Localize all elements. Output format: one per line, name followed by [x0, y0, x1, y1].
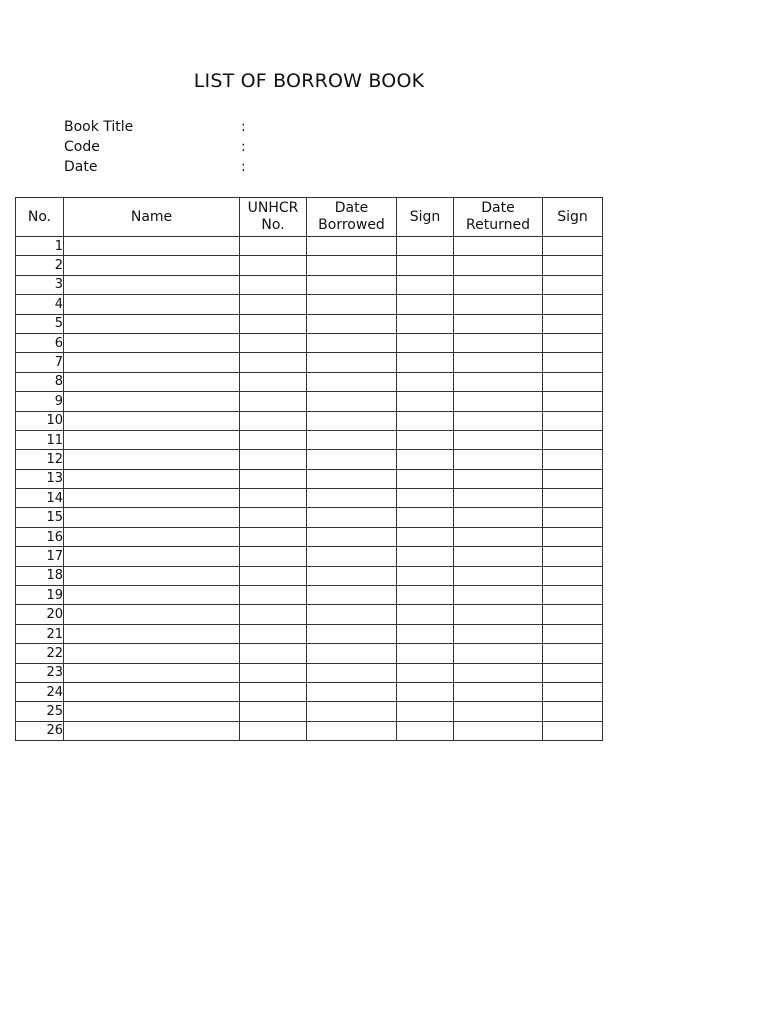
cell-sign-return[interactable]	[543, 450, 603, 469]
borrow-table	[15, 197, 603, 741]
cell-date-borrowed[interactable]	[307, 702, 397, 721]
cell-date-borrowed[interactable]	[307, 372, 397, 391]
cell-sign-return[interactable]	[543, 644, 603, 663]
cell-sign-return[interactable]	[543, 372, 603, 391]
table-row	[16, 430, 603, 449]
cell-date-returned[interactable]	[454, 702, 543, 721]
cell-unhcr-no[interactable]	[240, 295, 307, 314]
cell-no: 2	[16, 256, 64, 275]
cell-sign-return[interactable]	[543, 586, 603, 605]
cell-unhcr-no[interactable]	[240, 333, 307, 352]
cell-date-returned[interactable]	[454, 372, 543, 391]
cell-no: 19	[16, 586, 64, 605]
cell-no: 13	[16, 469, 64, 488]
cell-name[interactable]	[64, 624, 240, 643]
cell-unhcr-no[interactable]	[240, 547, 307, 566]
cell-date-returned[interactable]	[454, 624, 543, 643]
cell-date-borrowed[interactable]	[307, 333, 397, 352]
table-row	[16, 547, 603, 566]
table-row	[16, 275, 603, 294]
cell-date-returned[interactable]	[454, 430, 543, 449]
cell-sign-borrow[interactable]	[397, 682, 454, 701]
table-row	[16, 624, 603, 643]
cell-date-returned[interactable]	[454, 566, 543, 585]
table-row	[16, 527, 603, 546]
cell-date-borrowed[interactable]	[307, 469, 397, 488]
cell-sign-return[interactable]	[543, 275, 603, 294]
cell-unhcr-no[interactable]	[240, 489, 307, 508]
cell-sign-return[interactable]	[543, 353, 603, 372]
cell-date-borrowed[interactable]	[307, 508, 397, 527]
cell-unhcr-no[interactable]	[240, 682, 307, 701]
cell-name[interactable]	[64, 644, 240, 663]
cell-sign-return[interactable]	[543, 333, 603, 352]
cell-sign-borrow[interactable]	[397, 333, 454, 352]
cell-no: 12	[16, 450, 64, 469]
document-title: LIST OF BORROW BOOK	[193, 70, 425, 92]
cell-no: 3	[16, 275, 64, 294]
header-line: Date	[334, 200, 369, 216]
cell-sign-borrow[interactable]	[397, 430, 454, 449]
cell-sign-return[interactable]	[543, 314, 603, 333]
cell-date-returned[interactable]	[454, 411, 543, 430]
cell-name[interactable]	[64, 392, 240, 411]
cell-sign-borrow[interactable]	[397, 275, 454, 294]
cell-name[interactable]	[64, 411, 240, 430]
table-row	[16, 469, 603, 488]
table-row	[16, 586, 603, 605]
cell-sign-return[interactable]	[543, 430, 603, 449]
cell-date-returned[interactable]	[454, 275, 543, 294]
cell-no: 11	[16, 430, 64, 449]
cell-no: 6	[16, 333, 64, 352]
table-row	[16, 237, 603, 256]
cell-date-returned[interactable]	[454, 663, 543, 682]
cell-sign-return[interactable]	[543, 411, 603, 430]
cell-sign-borrow[interactable]	[397, 605, 454, 624]
cell-unhcr-no[interactable]	[240, 469, 307, 488]
cell-unhcr-no[interactable]	[240, 256, 307, 275]
cell-unhcr-no[interactable]	[240, 392, 307, 411]
cell-unhcr-no[interactable]	[240, 624, 307, 643]
cell-no: 16	[16, 527, 64, 546]
header-date-returned	[454, 198, 543, 237]
cell-date-returned[interactable]	[454, 721, 543, 740]
cell-date-returned[interactable]	[454, 527, 543, 546]
cell-date-borrowed[interactable]	[307, 392, 397, 411]
cell-date-returned[interactable]	[454, 644, 543, 663]
cell-unhcr-no[interactable]	[240, 508, 307, 527]
cell-date-returned[interactable]	[454, 586, 543, 605]
cell-sign-borrow[interactable]	[397, 586, 454, 605]
header-unhcr-no	[240, 198, 307, 237]
cell-sign-borrow[interactable]	[397, 450, 454, 469]
cell-sign-return[interactable]	[543, 566, 603, 585]
cell-unhcr-no[interactable]	[240, 353, 307, 372]
cell-no: 5	[16, 314, 64, 333]
cell-date-borrowed[interactable]	[307, 275, 397, 294]
cell-date-borrowed[interactable]	[307, 547, 397, 566]
header-line: No.	[261, 217, 285, 233]
table-row	[16, 644, 603, 663]
cell-name[interactable]	[64, 256, 240, 275]
cell-date-returned[interactable]	[454, 314, 543, 333]
cell-date-borrowed[interactable]	[307, 295, 397, 314]
cell-sign-borrow[interactable]	[397, 663, 454, 682]
header-line: Date	[481, 200, 515, 216]
cell-name[interactable]	[64, 275, 240, 294]
cell-unhcr-no[interactable]	[240, 605, 307, 624]
cell-unhcr-no[interactable]	[240, 702, 307, 721]
field-separator: :	[241, 159, 246, 175]
cell-unhcr-no[interactable]	[240, 314, 307, 333]
cell-sign-return[interactable]	[543, 605, 603, 624]
cell-sign-borrow[interactable]	[397, 547, 454, 566]
cell-date-returned[interactable]	[454, 333, 543, 352]
cell-name[interactable]	[64, 295, 240, 314]
cell-name[interactable]	[64, 527, 240, 546]
field-label: Book Title	[64, 119, 134, 135]
cell-name[interactable]	[64, 237, 240, 256]
cell-no: 17	[16, 547, 64, 566]
cell-date-returned[interactable]	[454, 295, 543, 314]
cell-sign-borrow[interactable]	[397, 721, 454, 740]
cell-unhcr-no[interactable]	[240, 566, 307, 585]
cell-date-borrowed[interactable]	[307, 237, 397, 256]
cell-date-borrowed[interactable]	[307, 624, 397, 643]
cell-sign-borrow[interactable]	[397, 624, 454, 643]
cell-unhcr-no[interactable]	[240, 644, 307, 663]
cell-sign-return[interactable]	[543, 721, 603, 740]
cell-name[interactable]	[64, 702, 240, 721]
table-row	[16, 489, 603, 508]
cell-name[interactable]	[64, 566, 240, 585]
cell-name[interactable]	[64, 721, 240, 740]
cell-name[interactable]	[64, 586, 240, 605]
cell-no: 23	[16, 663, 64, 682]
cell-sign-borrow[interactable]	[397, 372, 454, 391]
table-row	[16, 256, 603, 275]
cell-date-borrowed[interactable]	[307, 256, 397, 275]
cell-name[interactable]	[64, 314, 240, 333]
header-line: UNHCR	[247, 200, 299, 216]
field-code	[64, 137, 364, 157]
cell-name[interactable]	[64, 372, 240, 391]
header-date-borrowed	[307, 198, 397, 237]
cell-date-returned[interactable]	[454, 450, 543, 469]
cell-sign-borrow[interactable]	[397, 295, 454, 314]
field-label: Date	[64, 159, 98, 175]
cell-date-returned[interactable]	[454, 353, 543, 372]
cell-sign-return[interactable]	[543, 469, 603, 488]
cell-name[interactable]	[64, 469, 240, 488]
cell-sign-return[interactable]	[543, 702, 603, 721]
cell-no: 21	[16, 624, 64, 643]
cell-date-returned[interactable]	[454, 469, 543, 488]
cell-date-borrowed[interactable]	[307, 566, 397, 585]
table-row	[16, 333, 603, 352]
cell-date-borrowed[interactable]	[307, 682, 397, 701]
cell-unhcr-no[interactable]	[240, 430, 307, 449]
cell-date-returned[interactable]	[454, 605, 543, 624]
cell-date-returned[interactable]	[454, 489, 543, 508]
cell-no: 24	[16, 682, 64, 701]
cell-sign-return[interactable]	[543, 489, 603, 508]
cell-name[interactable]	[64, 605, 240, 624]
cell-name[interactable]	[64, 489, 240, 508]
cell-unhcr-no[interactable]	[240, 663, 307, 682]
header-line: Returned	[466, 217, 530, 233]
cell-date-borrowed[interactable]	[307, 663, 397, 682]
table-row	[16, 566, 603, 585]
cell-date-borrowed[interactable]	[307, 489, 397, 508]
cell-sign-return[interactable]	[543, 663, 603, 682]
header-name: Name	[64, 198, 240, 237]
cell-no: 10	[16, 411, 64, 430]
cell-unhcr-no[interactable]	[240, 237, 307, 256]
cell-date-borrowed[interactable]	[307, 430, 397, 449]
field-date	[64, 157, 364, 177]
cell-sign-borrow[interactable]	[397, 644, 454, 663]
cell-name[interactable]	[64, 430, 240, 449]
cell-unhcr-no[interactable]	[240, 275, 307, 294]
cell-sign-return[interactable]	[543, 508, 603, 527]
field-label: Code	[64, 139, 100, 155]
table-row	[16, 721, 603, 740]
table-row	[16, 450, 603, 469]
cell-date-borrowed[interactable]	[307, 721, 397, 740]
cell-sign-return[interactable]	[543, 256, 603, 275]
cell-date-returned[interactable]	[454, 682, 543, 701]
cell-unhcr-no[interactable]	[240, 721, 307, 740]
cell-sign-return[interactable]	[543, 237, 603, 256]
cell-name[interactable]	[64, 333, 240, 352]
cell-date-borrowed[interactable]	[307, 411, 397, 430]
table-body	[16, 237, 603, 741]
cell-sign-borrow[interactable]	[397, 314, 454, 333]
cell-sign-borrow[interactable]	[397, 489, 454, 508]
cell-name[interactable]	[64, 508, 240, 527]
cell-date-borrowed[interactable]	[307, 527, 397, 546]
table-row	[16, 353, 603, 372]
cell-no: 14	[16, 489, 64, 508]
header-no: No.	[16, 198, 64, 237]
cell-no: 1	[16, 237, 64, 256]
cell-sign-borrow[interactable]	[397, 527, 454, 546]
cell-date-borrowed[interactable]	[307, 314, 397, 333]
cell-no: 7	[16, 353, 64, 372]
cell-sign-borrow[interactable]	[397, 411, 454, 430]
cell-no: 8	[16, 372, 64, 391]
cell-sign-return[interactable]	[543, 547, 603, 566]
table-header-row	[16, 198, 603, 237]
cell-date-returned[interactable]	[454, 237, 543, 256]
cell-date-borrowed[interactable]	[307, 450, 397, 469]
cell-sign-return[interactable]	[543, 527, 603, 546]
table-row	[16, 508, 603, 527]
cell-unhcr-no[interactable]	[240, 586, 307, 605]
cell-sign-return[interactable]	[543, 624, 603, 643]
header-line: Borrowed	[318, 217, 385, 233]
cell-sign-borrow[interactable]	[397, 256, 454, 275]
cell-sign-return[interactable]	[543, 682, 603, 701]
header-sign-borrow: Sign	[397, 198, 454, 237]
table-row	[16, 314, 603, 333]
cell-date-borrowed[interactable]	[307, 353, 397, 372]
cell-date-borrowed[interactable]	[307, 586, 397, 605]
cell-sign-return[interactable]	[543, 392, 603, 411]
cell-unhcr-no[interactable]	[240, 527, 307, 546]
cell-no: 20	[16, 605, 64, 624]
cell-sign-borrow[interactable]	[397, 392, 454, 411]
cell-no: 18	[16, 566, 64, 585]
cell-unhcr-no[interactable]	[240, 411, 307, 430]
table-row	[16, 372, 603, 391]
cell-no: 9	[16, 392, 64, 411]
cell-sign-borrow[interactable]	[397, 237, 454, 256]
cell-sign-borrow[interactable]	[397, 702, 454, 721]
cell-sign-borrow[interactable]	[397, 353, 454, 372]
cell-date-returned[interactable]	[454, 547, 543, 566]
cell-no: 15	[16, 508, 64, 527]
cell-no: 25	[16, 702, 64, 721]
table-row	[16, 682, 603, 701]
form-fields	[64, 117, 364, 177]
cell-sign-borrow[interactable]	[397, 508, 454, 527]
table-row	[16, 605, 603, 624]
field-book-title	[64, 117, 364, 137]
table-row	[16, 392, 603, 411]
cell-name[interactable]	[64, 353, 240, 372]
cell-name[interactable]	[64, 547, 240, 566]
cell-sign-return[interactable]	[543, 295, 603, 314]
table-row	[16, 295, 603, 314]
cell-date-returned[interactable]	[454, 392, 543, 411]
cell-unhcr-no[interactable]	[240, 372, 307, 391]
cell-name[interactable]	[64, 663, 240, 682]
cell-no: 22	[16, 644, 64, 663]
field-separator: :	[241, 119, 246, 135]
table-row	[16, 702, 603, 721]
cell-date-returned[interactable]	[454, 256, 543, 275]
cell-name[interactable]	[64, 450, 240, 469]
table-row	[16, 411, 603, 430]
cell-sign-borrow[interactable]	[397, 566, 454, 585]
header-sign-return: Sign	[543, 198, 603, 237]
cell-sign-borrow[interactable]	[397, 469, 454, 488]
cell-date-borrowed[interactable]	[307, 644, 397, 663]
cell-date-returned[interactable]	[454, 508, 543, 527]
cell-unhcr-no[interactable]	[240, 450, 307, 469]
cell-name[interactable]	[64, 682, 240, 701]
field-separator: :	[241, 139, 246, 155]
table-row	[16, 663, 603, 682]
cell-no: 4	[16, 295, 64, 314]
cell-no: 26	[16, 721, 64, 740]
cell-date-borrowed[interactable]	[307, 605, 397, 624]
